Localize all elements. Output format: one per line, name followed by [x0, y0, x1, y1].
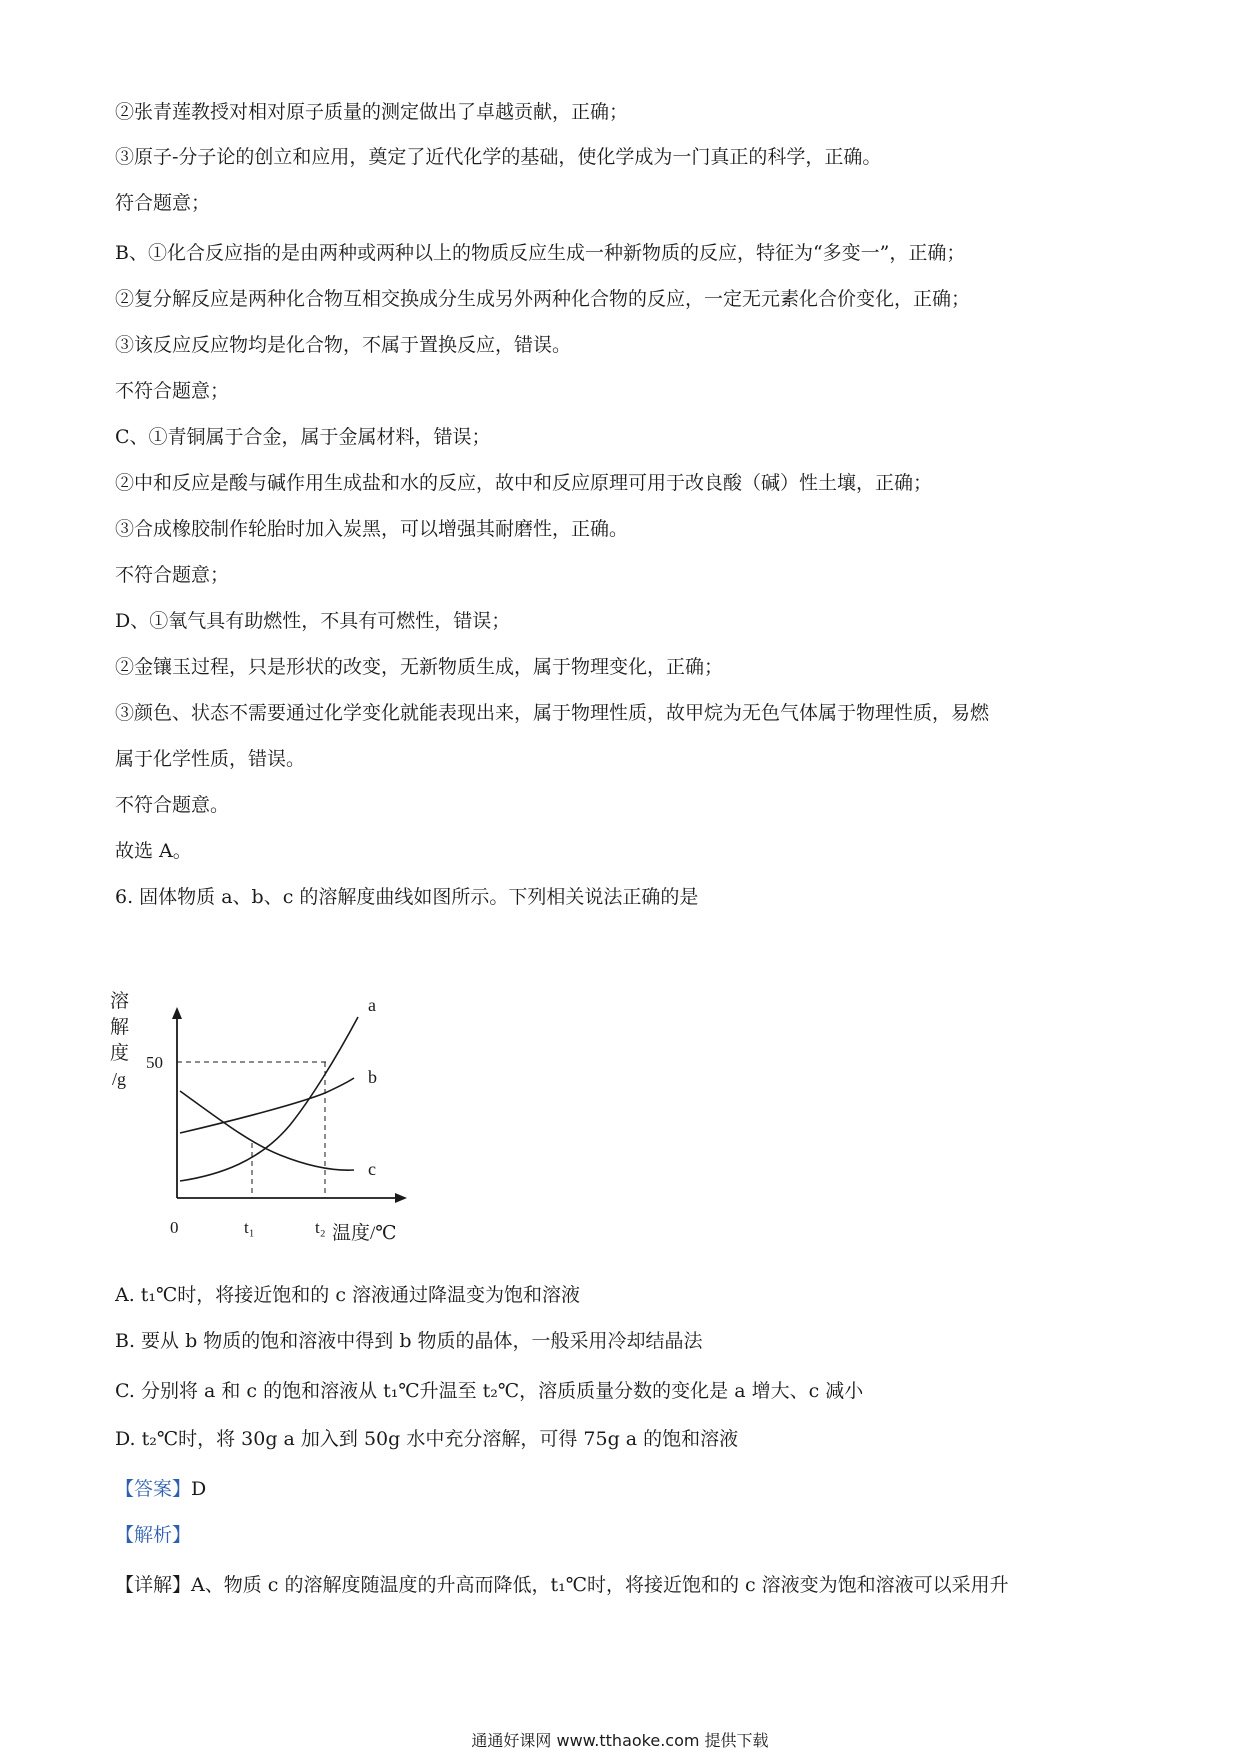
line-11: 不符合题意；	[115, 564, 230, 586]
option-b: B. 要从 b 物质的饱和溶液中得到 b 物质的晶体，一般采用冷却结晶法	[115, 1330, 703, 1352]
y-axis-arrow	[172, 1007, 182, 1019]
x-tick-t1: t₁	[244, 1218, 255, 1237]
x-tick-t2: t₂	[315, 1218, 326, 1237]
line-6: ③该反应反应物均是化合物，不属于置换反应，错误。	[115, 334, 572, 356]
x-axis-arrow	[395, 1193, 407, 1203]
answer-line	[115, 1474, 206, 1501]
analysis-tag: 【解析】	[115, 1524, 192, 1546]
x-axis-label: 温度/℃	[332, 1223, 397, 1244]
line-1: ②张青莲教授对相对原子质量的测定做出了卓越贡献，正确；	[115, 101, 629, 123]
question-6-stem: 6. 固体物质 a、b、c 的溶解度曲线如图所示。下列相关说法正确的是	[115, 886, 699, 908]
curve-c	[180, 1091, 354, 1170]
answer-tag: 【答案】	[115, 1478, 192, 1500]
line-17: 故选 A。	[115, 840, 192, 862]
y-label-4: /g	[112, 1069, 127, 1089]
detail-tag: 【详解】	[115, 1574, 192, 1596]
y-label-1: 溶	[110, 991, 130, 1012]
curve-a	[180, 1017, 358, 1181]
origin-label: 0	[170, 1218, 179, 1237]
line-7: 不符合题意；	[115, 380, 230, 402]
line-14: ③颜色、状态不需要通过化学变化就能表现出来，属于物理性质，故甲烷为无色气体属于物理性质，易燃	[115, 702, 990, 724]
line-5: ②复分解反应是两种化合物互相交换成分生成另外两种化合物的反应，一定无元素化合价变化，正确；	[115, 288, 971, 310]
option-a: A. t₁℃时，将接近饱和的 c 溶液通过降温变为饱和溶液	[115, 1284, 581, 1306]
curve-b	[180, 1078, 354, 1133]
y-label-2: 解	[110, 1017, 130, 1038]
line-4: B、①化合反应指的是由两种或两种以上的物质反应生成一种新物质的反应，特征为“多变一”，正确；	[115, 242, 966, 264]
line-2: ③原子-分子论的创立和应用，奠定了近代化学的基础，使化学成为一门真正的科学，正确。	[115, 146, 882, 168]
answer-value: D	[191, 1478, 207, 1500]
line-3: 符合题意；	[115, 192, 211, 214]
curve-a-label: a	[368, 995, 376, 1015]
curve-b-label: b	[368, 1067, 377, 1087]
option-c: C. 分别将 a 和 c 的饱和溶液从 t₁℃升温至 t₂℃，溶质质量分数的变化是 a 增大、c 减小	[115, 1380, 864, 1402]
line-10: ③合成橡胶制作轮胎时加入炭黑，可以增强其耐磨性，正确。	[115, 518, 629, 540]
detail-line	[115, 1570, 1009, 1597]
option-d: D. t₂℃时，将 30g a 加入到 50g 水中充分溶解，可得 75g a 的饱和溶液	[115, 1428, 739, 1450]
line-8: C、①青铜属于合金，属于金属材料，错误；	[115, 426, 491, 448]
curve-c-label: c	[368, 1159, 376, 1179]
footer-watermark: 通通好课网 www.tthaoke.com 提供下载	[471, 1731, 769, 1750]
line-13: ②金镶玉过程，只是形状的改变，无新物质生成，属于物理变化，正确；	[115, 656, 724, 678]
solubility-graph	[110, 985, 430, 1245]
y-label-3: 度	[110, 1043, 130, 1064]
line-12: D、①氧气具有助燃性，不具有可燃性，错误；	[115, 610, 511, 632]
y-tick-50: 50	[146, 1053, 163, 1072]
line-15: 属于化学性质，错误。	[115, 748, 306, 770]
detail-text: A、物质 c 的溶解度随温度的升高而降低，t₁℃时，将接近饱和的 c 溶液变为饱和溶液可以采用升	[191, 1574, 1009, 1596]
line-16: 不符合题意。	[115, 794, 230, 816]
line-9: ②中和反应是酸与碱作用生成盐和水的反应，故中和反应原理可用于改良酸（碱）性土壤，正确；	[115, 472, 933, 494]
